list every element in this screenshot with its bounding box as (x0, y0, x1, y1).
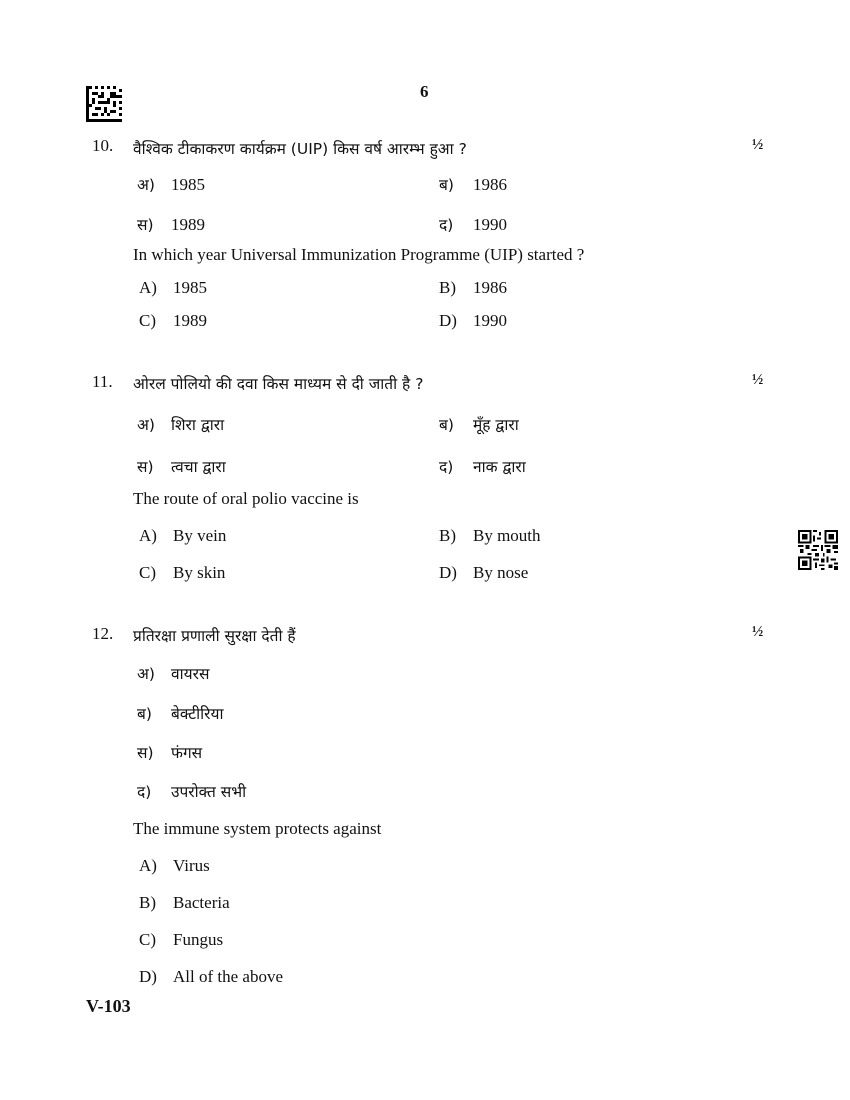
option-text: Bacteria (173, 893, 230, 912)
option-label: A) (139, 856, 157, 875)
option-label: C) (139, 311, 156, 330)
option-label: स) (137, 458, 154, 476)
option-hindi-c (137, 213, 205, 235)
option-english-c (139, 563, 225, 583)
option-text: 1985 (171, 175, 205, 194)
option-hindi-b (439, 173, 507, 195)
option-hindi-b (137, 702, 223, 724)
option-hindi-a (137, 413, 224, 435)
question-text-english: In which year Universal Immunization Programme (UIP) started ? (133, 245, 585, 264)
option-label: ब) (439, 416, 454, 434)
option-text: By nose (473, 563, 529, 582)
option-text: 1986 (473, 175, 507, 194)
question-marks: ½ (752, 624, 764, 640)
option-text: उपरोक्त सभी (171, 783, 247, 801)
option-english-a (139, 856, 210, 876)
option-text: 1990 (473, 311, 507, 330)
option-english-d (439, 311, 507, 331)
option-english-a (139, 526, 226, 546)
option-label: अ) (137, 665, 155, 683)
option-english-b (439, 526, 541, 546)
option-label: द) (137, 783, 152, 801)
option-hindi-b (439, 413, 519, 435)
option-label: C) (139, 930, 156, 949)
option-text: त्वचा द्वारा (171, 458, 226, 476)
option-text: शिरा द्वारा (171, 416, 225, 434)
page-number: 6 (420, 82, 429, 101)
question-text-english: The immune system protects against (133, 819, 382, 838)
option-label: B) (439, 526, 456, 545)
question-text-hindi: प्रतिरक्षा प्रणाली सुरक्षा देती हैं (133, 627, 296, 645)
option-label: स) (137, 216, 154, 234)
option-english-b (439, 278, 507, 298)
option-label: D) (439, 563, 457, 582)
datamatrix-code-icon (86, 86, 122, 122)
option-hindi-a (137, 173, 205, 195)
option-text: 1989 (173, 311, 207, 330)
option-text: मूँह द्वारा (473, 416, 519, 434)
option-label: द) (439, 458, 454, 476)
option-label: D) (439, 311, 457, 330)
question-marks: ½ (752, 137, 764, 153)
option-text: By vein (173, 526, 227, 545)
option-english-a (139, 278, 207, 298)
option-text: All of the above (173, 967, 283, 986)
option-text: Virus (173, 856, 210, 875)
option-label: A) (139, 526, 157, 545)
option-label: ब) (439, 176, 454, 194)
option-text: 1985 (173, 278, 207, 297)
option-text: बेक्टीरिया (171, 705, 224, 723)
footer-code: V-103 (86, 996, 131, 1016)
question-number: 10. (92, 136, 114, 155)
option-label: द) (439, 216, 454, 234)
option-label: ब) (137, 705, 152, 723)
option-text: फंगस (171, 744, 203, 762)
option-hindi-c (137, 741, 202, 763)
option-label: B) (439, 278, 456, 297)
option-english-c (139, 930, 223, 950)
option-text: 1989 (171, 215, 205, 234)
question-text-hindi: ओरल पोलियो की दवा किस माध्यम से दी जाती है ? (133, 375, 424, 393)
option-hindi-c (137, 455, 226, 477)
question-number: 12. (92, 624, 114, 643)
question-number: 11. (92, 372, 113, 391)
option-label: D) (139, 967, 157, 986)
option-hindi-d (137, 780, 246, 802)
option-label: अ) (137, 416, 155, 434)
option-label: B) (139, 893, 156, 912)
option-label: A) (139, 278, 157, 297)
question-text-hindi: वैश्विक टीकाकरण कार्यक्रम (UIP) किस वर्ष आरम्भ हुआ ? (133, 140, 467, 158)
option-english-d (139, 967, 283, 987)
question-marks: ½ (752, 372, 764, 388)
option-hindi-d (439, 213, 507, 235)
option-label: C) (139, 563, 156, 582)
question-text-english: The route of oral polio vaccine is (133, 489, 359, 508)
option-text: 1990 (473, 215, 507, 234)
option-label: स) (137, 744, 154, 762)
qr-code-icon (798, 530, 838, 570)
option-text: Fungus (173, 930, 224, 949)
option-label: अ) (137, 176, 155, 194)
option-text: By mouth (473, 526, 541, 545)
option-hindi-d (439, 455, 526, 477)
option-text: नाक द्वारा (473, 458, 526, 476)
option-text: 1986 (473, 278, 507, 297)
option-english-d (439, 563, 528, 583)
option-text: वायरस (171, 665, 210, 683)
option-text: By skin (173, 563, 226, 582)
option-hindi-a (137, 662, 209, 684)
option-english-c (139, 311, 207, 331)
option-english-b (139, 893, 230, 913)
